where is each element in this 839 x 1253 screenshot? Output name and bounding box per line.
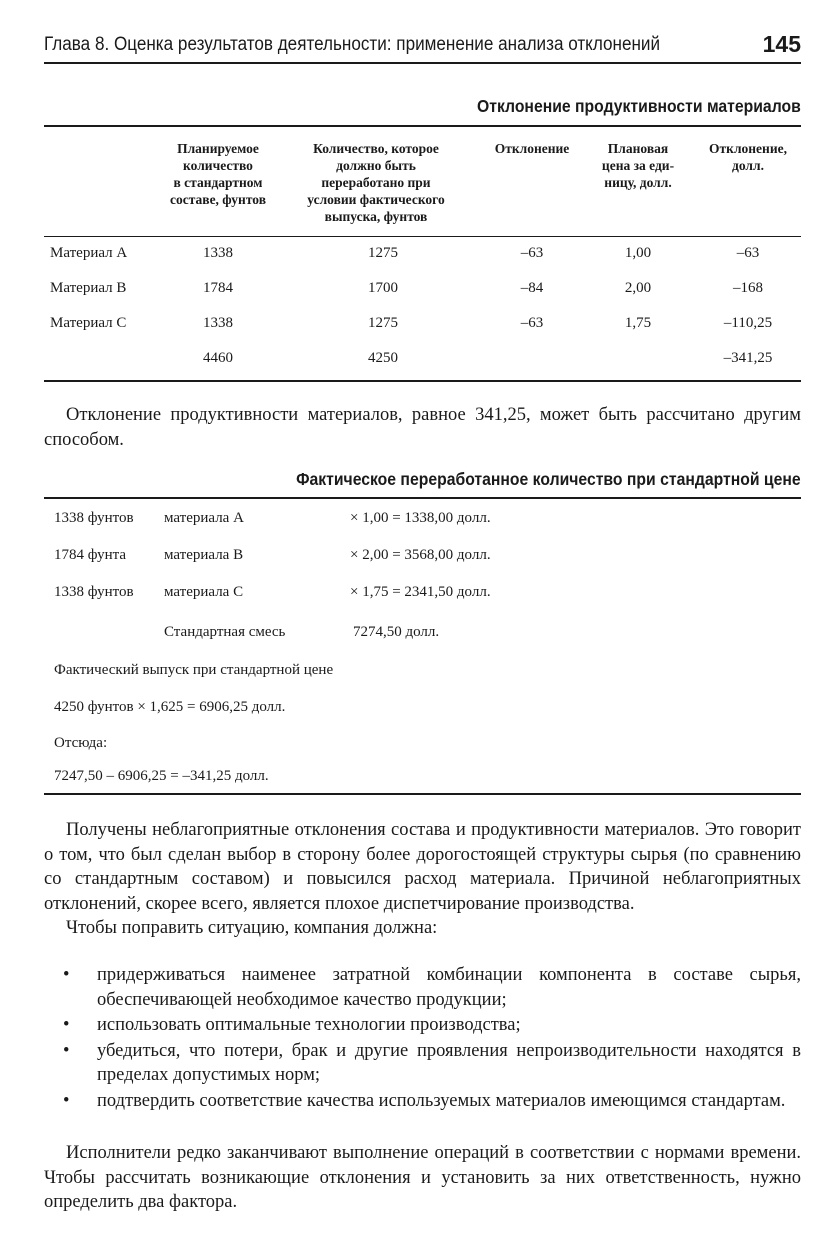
table1-bottom-rule: [44, 380, 801, 382]
cell-price: 2,00: [624, 280, 652, 296]
calculation: × 1,75 = 2341,50 долл.: [350, 584, 491, 600]
table1-header-required: Количество, которое должно быть переработано при условии фактического выпуска, фунтов: [307, 141, 445, 224]
cell-planned: 1784: [203, 280, 233, 296]
cell-planned-total: 4460: [203, 350, 233, 366]
actual-output-calculation: 4250 фунтов × 1,625 = 6906,25 долл.: [54, 699, 286, 715]
cell-variance: –84: [520, 280, 544, 296]
cell-variance-usd-total: –341,25: [723, 350, 773, 366]
row-label: Материал А: [50, 245, 128, 261]
quantity: 1338 фунтов: [54, 584, 134, 600]
table1-header-variance-usd: Отклонение, долл.: [709, 141, 787, 173]
intro-text: Отклонение продуктивности материалов, равное 341,25, может быть рассчитано другим способом.: [44, 405, 801, 450]
table2-caption: Фактическое переработанное количество при стандартной цене: [296, 469, 801, 489]
cell-variance-usd: –168: [733, 280, 763, 296]
intro-paragraph: [44, 403, 801, 452]
paragraph: Чтобы поправить ситуацию, компания должна:: [66, 918, 438, 938]
quantity: 1338 фунтов: [54, 510, 134, 526]
cell-required: 1275: [368, 245, 398, 261]
row-label: Материал С: [50, 315, 127, 331]
table1-header-planned: Планируемое количество в стандартном составе, фунтов: [169, 141, 267, 207]
table1-caption: Отклонение продуктивности материалов: [477, 96, 801, 116]
page-header: [44, 30, 801, 60]
hence-label: Отсюда:: [54, 735, 108, 751]
cell-variance: –63: [520, 245, 544, 261]
table2-top-rule: [44, 497, 801, 499]
bullet-text: убедиться, что потери, брак и другие проявления непроизводительности находятся в пределах допустимых норм;: [97, 1040, 801, 1085]
closing-paragraph: [44, 1141, 801, 1215]
material: материала А: [164, 510, 244, 526]
bullet-list: [44, 963, 801, 1114]
bullet-text: использовать оптимальные технологии производства;: [97, 1015, 521, 1035]
table2-bottom-rule: [44, 793, 801, 795]
calculation: × 1,00 = 1338,00 долл.: [350, 510, 491, 526]
result-calculation: 7247,50 – 6906,25 = –341,25 долл.: [54, 768, 269, 784]
paragraph: Получены неблагоприятные отклонения состава и продуктивности материалов. Это говорит о том, что был сделан выбор в сторону более дорогостоящей структуры сырья (по сравнению со стандартным составом) и повысился расход материала. Причиной неблагоприятных отклонений, скорее всего, является плохое диспетчирование производства.: [44, 820, 801, 914]
cell-required-total: 4250: [368, 350, 398, 366]
cell-price: 1,75: [624, 315, 652, 331]
table1-top-rule: [44, 125, 801, 127]
list-item: [44, 1039, 801, 1088]
cell-planned: 1338: [203, 245, 233, 261]
list-item: [44, 1089, 801, 1114]
bullet-icon: •: [63, 1090, 70, 1111]
actual-output-label: Фактический выпуск при стандартной цене: [54, 662, 334, 678]
cell-required: 1275: [368, 315, 398, 331]
table1-header-rule: [44, 236, 801, 237]
bullet-icon: •: [63, 965, 70, 985]
cell-variance-usd: –63: [736, 245, 760, 261]
page-number: 145: [762, 31, 801, 57]
body-text: [44, 818, 801, 941]
cell-required: 1700: [368, 280, 398, 296]
list-item: [44, 1013, 801, 1038]
list-item: [44, 963, 801, 1012]
chapter-title: Глава 8. Оценка результатов деятельности: применение анализа отклонений: [44, 34, 661, 55]
cell-variance-usd: –110,25: [723, 315, 773, 331]
cell-variance: –63: [520, 315, 544, 331]
row-label: Материал В: [50, 280, 127, 296]
bullet-text: подтвердить соответствие качества используемых материалов имеющимся стандартам.: [97, 1090, 786, 1111]
table1-header-price: Плановая цена за еди- ницу, долл.: [601, 141, 675, 190]
material: материала С: [164, 584, 244, 600]
cell-price: 1,00: [624, 245, 652, 261]
standard-mix-label: Стандартная смесь: [164, 624, 286, 640]
calculation: × 2,00 = 3568,00 долл.: [350, 547, 491, 563]
standard-mix-value: 7274,50 долл.: [353, 624, 440, 640]
paragraph: Исполнители редко заканчивают выполнение операций в соответствии с нормами времени. Чтобы рассчитать возникающие отклонения и установить за них ответственность, нужно определить два фактора.: [44, 1143, 801, 1212]
material: материала В: [164, 547, 244, 563]
table1-header-variance: Отклонение: [494, 141, 570, 156]
bullet-icon: •: [63, 1040, 70, 1061]
bullet-text: придерживаться наименее затратной комбинации компонента в составе сырья, обеспечивающей необходимое качество продукции;: [97, 965, 801, 1010]
bullet-icon: •: [63, 1015, 70, 1035]
header-rule: [44, 62, 801, 64]
cell-planned: 1338: [203, 315, 233, 331]
quantity: 1784 фунта: [54, 547, 127, 563]
